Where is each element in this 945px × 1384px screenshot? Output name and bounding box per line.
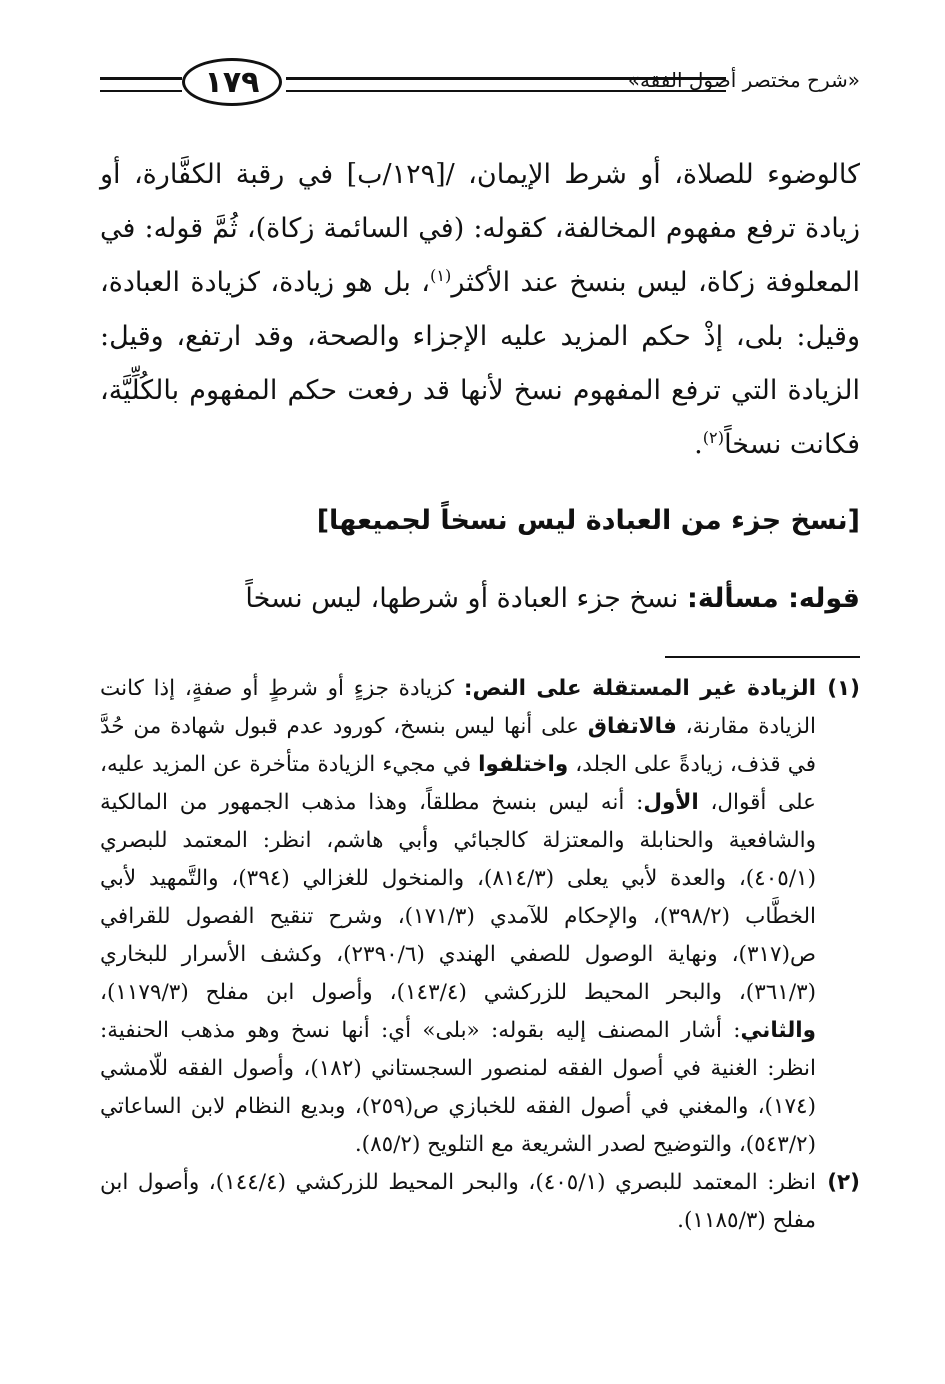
footnote-text: انظر: المعتمد للبصري (٤٠٥/١)، والبحر المحيط للزركشي (١٤٤/٤)، وأصول ابن مفلح (١١٨٥/٣).	[100, 1170, 816, 1233]
footnote-bold: فالاتفاق	[587, 714, 677, 739]
footnote-bold: الأول	[643, 790, 699, 815]
footnote-number: (٢)	[827, 1170, 860, 1195]
running-title: «شرح مختصر أصول الفقه»	[627, 68, 860, 92]
footnote-ref-1: (١)	[430, 266, 452, 285]
issue-line	[100, 572, 860, 626]
issue-text: نسخ جزء العبادة أو شرطها، ليس نسخاً	[245, 583, 688, 614]
footnotes	[100, 670, 860, 1240]
footnote-1	[100, 670, 860, 1164]
main-paragraph	[100, 148, 860, 472]
footnote-text: : أشار المصنف إليه بقوله: «بلى» أي: أنها نسخ وهو مذهب الحنفية: انظر: الغنية في أصول الفقه لمنصور السجستاني (١٨٢)، وأصول الفقه للّامشي (١٧٤)، والمغني في أصول الفقه للخبازي ص(٢٥٩)، وبديع النظام لابن الساعاتي (٥٤٣/٢)، والتوضيح لصدر الشريعة مع التلويح (٨٥/٢).	[100, 1018, 816, 1157]
paragraph-end: .	[694, 429, 703, 460]
footnote-bold: واختلفوا	[478, 752, 569, 777]
header-rule-left	[100, 77, 182, 92]
issue-lead: قوله: مسألة:	[687, 583, 860, 614]
page-number: ١٧٩	[182, 58, 282, 106]
footnote-ref-2: (٢)	[702, 428, 725, 447]
footnote-text: على أنها ليس بنسخ، كورود عدم قبول شهادة من حُدَّ في قذف، زيادةً على الجلد،	[100, 714, 816, 777]
footnote-text: كزيادة جزءٍ أو شرطٍ أو صفةٍ، إذا كانت الزيادة مقارنة،	[100, 676, 816, 739]
section-heading: [نسخ جزء من العبادة ليس نسخاً لجميعها]	[316, 505, 860, 536]
footnote-bold: الزيادة غير المستقلة على النص:	[463, 676, 816, 701]
footnote-text: : أنه ليس بنسخ مطلقاً، وهذا مذهب الجمهور من المالكية والشافعية والحنابلة والمعتزلة كالجبائي وأبي هاشم، انظر: المعتمد للبصري (٤٠٥/١)، والعدة لأبي يعلى (٨١٤/٣)، والمنخول للغزالي (٣٩٤)، والتَّمهيد لأبي الخطَّاب (٣٩٨/٢)، والإحكام للآمدي (١٧١/٣)، وشرح تنقيح الفصول للقرافي ص(٣١٧)، ونهاية الوصول للصفي الهندي (٢٣٩٠/٦)، وكشف الأسرار للبخاري (٣٦١/٣)، والبحر المحيط للزركشي (١٤٣/٤)، وأصول ابن مفلح (١١٧٩/٣)،	[100, 790, 817, 1005]
footnote-number: (١)	[827, 676, 860, 701]
page-header	[100, 52, 860, 112]
paragraph-text-1: كالوضوء للصلاة، أو شرط الإيمان، /[١٢٩/ب] في رقبة الكفَّارة، أو زيادة ترفع مفهوم المخالفة، كقوله: (في السائمة زكاة)، ثُمَّ قوله: في المعلوفة زكاة، ليس بنسخ عند الأكثر	[100, 159, 860, 298]
footnote-text: في مجيء الزيادة متأخرة عن المزيد عليه، على أقوال،	[100, 752, 816, 815]
footnote-bold: والثاني	[740, 1018, 816, 1043]
footnote-2	[100, 1164, 860, 1240]
footnote-separator	[665, 656, 860, 658]
paragraph-text-2: ، بل هو زيادة، كزيادة العبادة، وقيل: بلى، إذْ حكم المزيد عليه الإجزاء والصحة، وقد ارتفع، وقيل: الزيادة التي ترفع المفهوم نسخ لأنها قد رفعت حكم المفهوم بالكُلِّيَّة، فكانت نسخاً	[100, 267, 860, 460]
